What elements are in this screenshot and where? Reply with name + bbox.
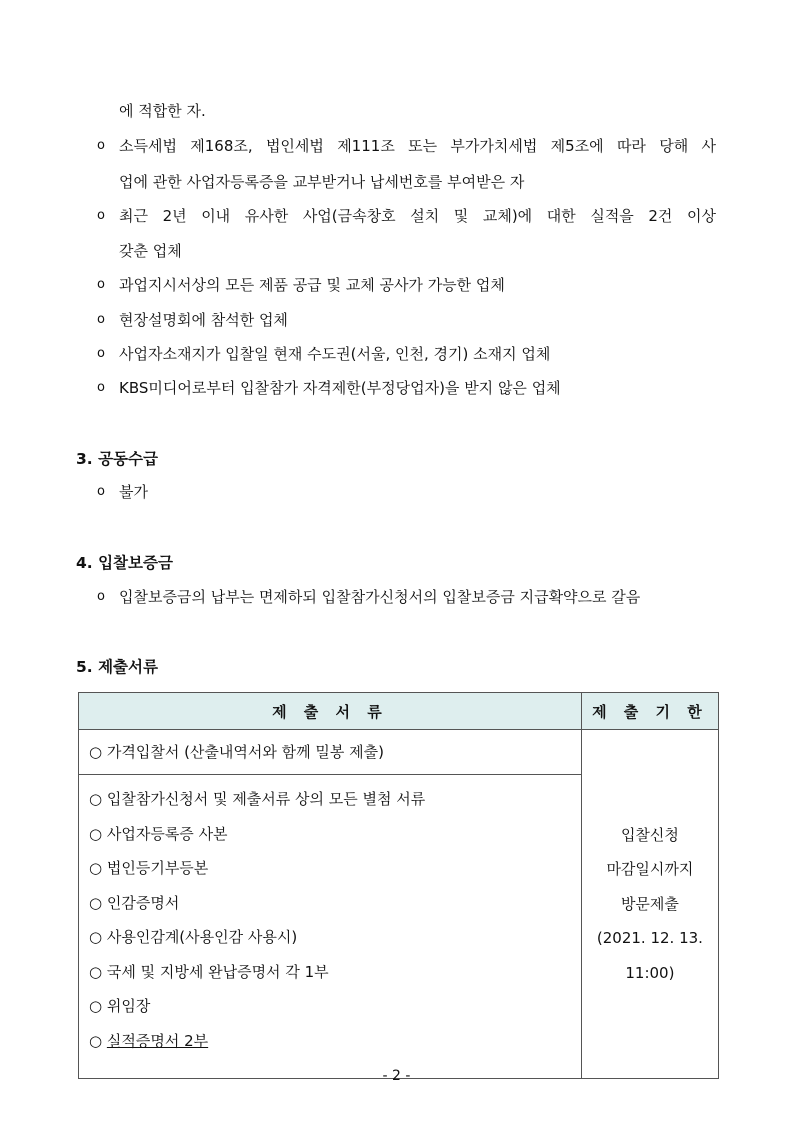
bullet-icon: o	[97, 277, 105, 292]
section-joint-item: 불가	[119, 483, 148, 501]
bullet-icon: o	[97, 484, 105, 499]
deadline-line-4: (2021. 12. 13.	[596, 929, 703, 948]
list-item: ○ 국세 및 지방세 완납증명서 각 1부	[89, 962, 329, 981]
documents-table	[78, 692, 719, 1079]
table-header-deadline: 제 출 기 한	[581, 693, 718, 730]
qualification-item-2-line2: 갖춘 업체	[119, 242, 182, 260]
bullet-icon: o	[97, 380, 105, 395]
list-item: ○ 위임장	[89, 997, 151, 1015]
deadline-cell	[581, 730, 718, 1079]
page-number: - 2 -	[382, 1068, 411, 1084]
list-item: ○ 입찰참가신청서 및 제출서류 상의 모든 별첨 서류	[89, 790, 426, 808]
section-joint-title: 3. 공동수급	[76, 450, 158, 468]
deadline-line-1: 입찰신청	[620, 825, 679, 844]
qualification-item-3: 과업지시서상의 모든 제품 공급 및 교체 공사가 가능한 업체	[119, 276, 505, 294]
document-item-price-bid: ○ 가격입찰서 (산출내역서와 함께 밀봉 제출)	[89, 742, 384, 761]
table-header-documents: 제 출 서 류	[79, 693, 582, 730]
deadline-line-5: 11:00)	[625, 963, 675, 982]
section-documents-title: 5. 제출서류	[76, 658, 158, 676]
qualification-item-1-line1: 소득세법 제168조, 법인세법 제111조 또는 부가가치세법 제5조에 따라 당해 사	[119, 137, 716, 155]
bullet-icon: o	[97, 589, 105, 604]
table-row	[79, 775, 582, 1079]
qualification-item-4: 현장설명회에 참석한 업체	[119, 311, 288, 329]
bullet-icon: o	[97, 208, 105, 223]
list-item: ○ 인감증명서	[89, 893, 180, 912]
qualification-item-5: 사업자소재지가 입찰일 현재 수도권(서울, 인천, 경기) 소재지 업체	[119, 345, 551, 363]
qualification-item-6: KBS미디어로부터 입찰참가 자격제한(부정당업자)을 받지 않은 업체	[119, 379, 561, 397]
qualification-item-1-line2: 업에 관한 사업자등록증을 교부받거나 납세번호를 부여받은 자	[119, 173, 525, 191]
list-bullet: ○	[89, 1031, 103, 1050]
section-deposit-title: 4. 입찰보증금	[76, 554, 173, 572]
list-item: ○ 법인등기부등본	[89, 859, 209, 877]
section-deposit-item: 입찰보증금의 납부는 면제하되 입찰참가신청서의 입찰보증금 지급확약으로 갈음	[119, 588, 641, 606]
table-row	[79, 730, 582, 775]
bullet-icon: o	[97, 312, 105, 327]
bullet-icon: o	[97, 346, 105, 361]
qualification-item-2-line1: 최근 2년 이내 유사한 사업(금속창호 설치 및 교체)에 대한 실적을 2건 이상	[119, 207, 716, 225]
bullet-icon: o	[97, 138, 105, 153]
deadline-line-3: 방문제출	[620, 894, 679, 913]
continuation-text: 에 적합한 자.	[119, 102, 206, 120]
list-item: ○ 사업자등록증 사본	[89, 824, 228, 843]
performance-certificate-text: 실적증명서 2부	[106, 1031, 209, 1050]
list-item: ○ 사용인감계(사용인감 사용시)	[89, 928, 298, 946]
deadline-line-2: 마감일시까지	[606, 860, 694, 879]
list-item	[89, 1024, 571, 1059]
